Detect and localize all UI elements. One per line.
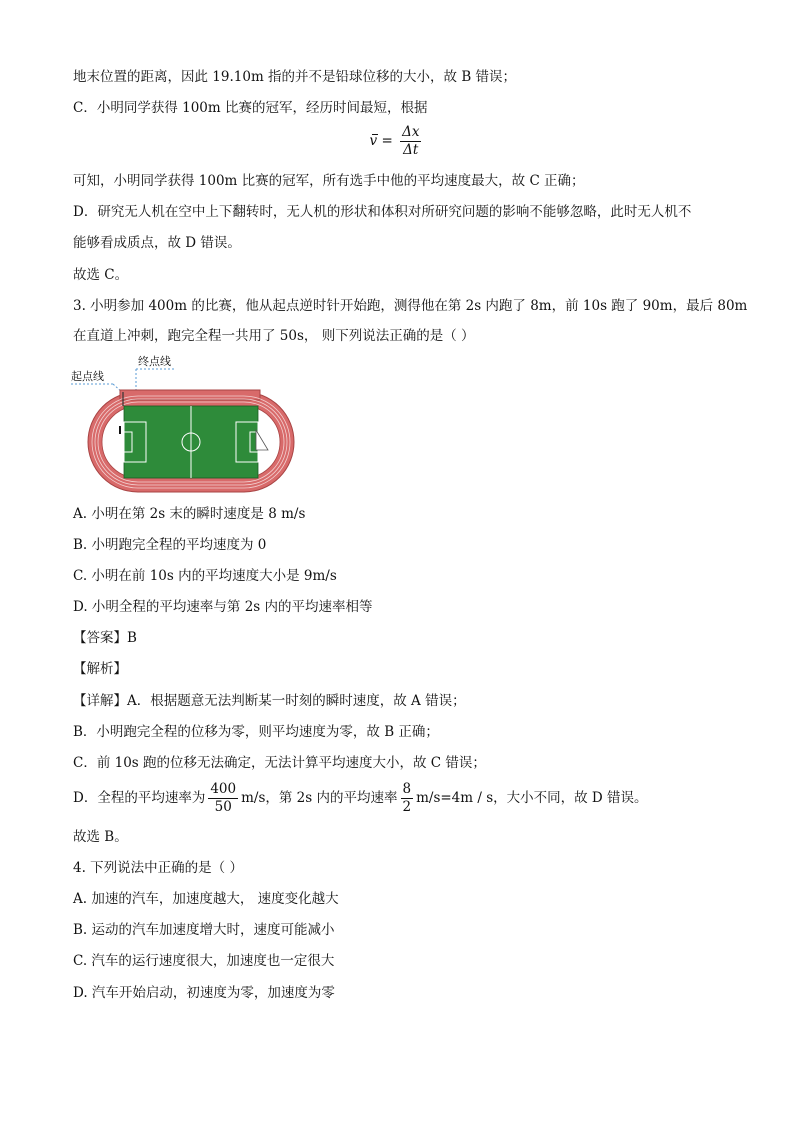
numerator: 8 — [402, 781, 412, 797]
text-line: 可知，小明同学获得 100m 比赛的冠军，所有选手中他的平均速度最大，故 C 正确； — [73, 173, 585, 189]
text-line: C．小明同学获得 100m 比赛的冠军，经历时间最短，根据 — [73, 100, 428, 116]
start-line-label: 起点线 — [71, 370, 104, 383]
q4-option-b: B. 运动的汽车加速度增大时，速度可能减小 — [73, 922, 335, 938]
numerator: 400 — [210, 781, 237, 797]
equals-sign: = — [381, 133, 393, 149]
fraction-8-2 — [401, 781, 414, 816]
text-line: D．研究无人机在空中上下翻转时，无人机的形状和体积对所研究问题的影响不能够忽略，此时无人机不 — [73, 204, 692, 220]
analysis-heading: 【解析】 — [73, 661, 127, 677]
option-d: D. 小明全程的平均速率与第 2s 内的平均速率相等 — [73, 599, 373, 615]
detail-d-prefix: D．全程的平均速率为 — [73, 790, 206, 806]
track-straight-extension — [120, 390, 260, 400]
option-b: B. 小明跑完全程的平均速度为 0 — [73, 537, 267, 553]
answer-line: 【答案】B — [73, 630, 137, 646]
question-3-line-1: 3. 小明参加 400m 的比赛，他从起点逆时针开始跑，测得他在第 2s 内跑了 8m，前 10s 跑了 90m，最后 80m — [73, 298, 748, 314]
denominator: 50 — [214, 799, 232, 815]
detail-d — [73, 780, 648, 816]
velocity-formula — [0, 124, 794, 159]
numerator: Δx — [402, 124, 420, 140]
text-line: 能够看成质点，故 D 错误。 — [73, 235, 241, 251]
denominator: Δt — [403, 142, 419, 158]
q4-option-d: D. 汽车开始启动，初速度为零，加速度为零 — [73, 985, 335, 1001]
text-line: 故选 B。 — [73, 829, 128, 845]
question-4: 4. 下列说法中正确的是（ ） — [73, 860, 243, 876]
option-c: C. 小明在前 10s 内的平均速度大小是 9m/s — [73, 568, 337, 584]
finish-line-label: 终点线 — [138, 355, 171, 368]
v-bar-symbol: v — [369, 133, 378, 149]
text-line: 故选 C。 — [73, 267, 129, 283]
detail-d-suffix: m/s=4m / s，大小不同，故 D 错误。 — [416, 790, 648, 806]
text-line: 地末位置的距离，因此 19.10m 指的并不是铅球位移的大小，故 B 错误； — [73, 69, 517, 85]
option-a: A. 小明在第 2s 末的瞬时速度是 8 m/s — [73, 506, 306, 522]
detail-b: B．小明跑完全程的位移为零，则平均速度为零，故 B 正确； — [73, 724, 439, 740]
denominator: 2 — [402, 799, 412, 815]
fraction-dx-dt — [400, 124, 421, 159]
detail-d-middle: m/s，第 2s 内的平均速率 — [241, 790, 398, 806]
q4-option-a: A. 加速的汽车，加速度越大， 速度变化越大 — [73, 891, 339, 907]
q4-option-c: C. 汽车的运行速度很大，加速度也一定很大 — [73, 953, 335, 969]
running-track-figure — [68, 350, 298, 500]
fraction-400-50 — [208, 781, 238, 816]
detail-c: C．前 10s 跑的位移无法确定，无法计算平均速度大小，故 C 错误； — [73, 755, 486, 771]
question-3-line-2: 在直道上冲刺，跑完全程一共用了 50s， 则下列说法正确的是（ ） — [73, 328, 475, 344]
detail-a: 【详解】A．根据题意无法判断某一时刻的瞬时速度，故 A 错误； — [73, 693, 466, 709]
